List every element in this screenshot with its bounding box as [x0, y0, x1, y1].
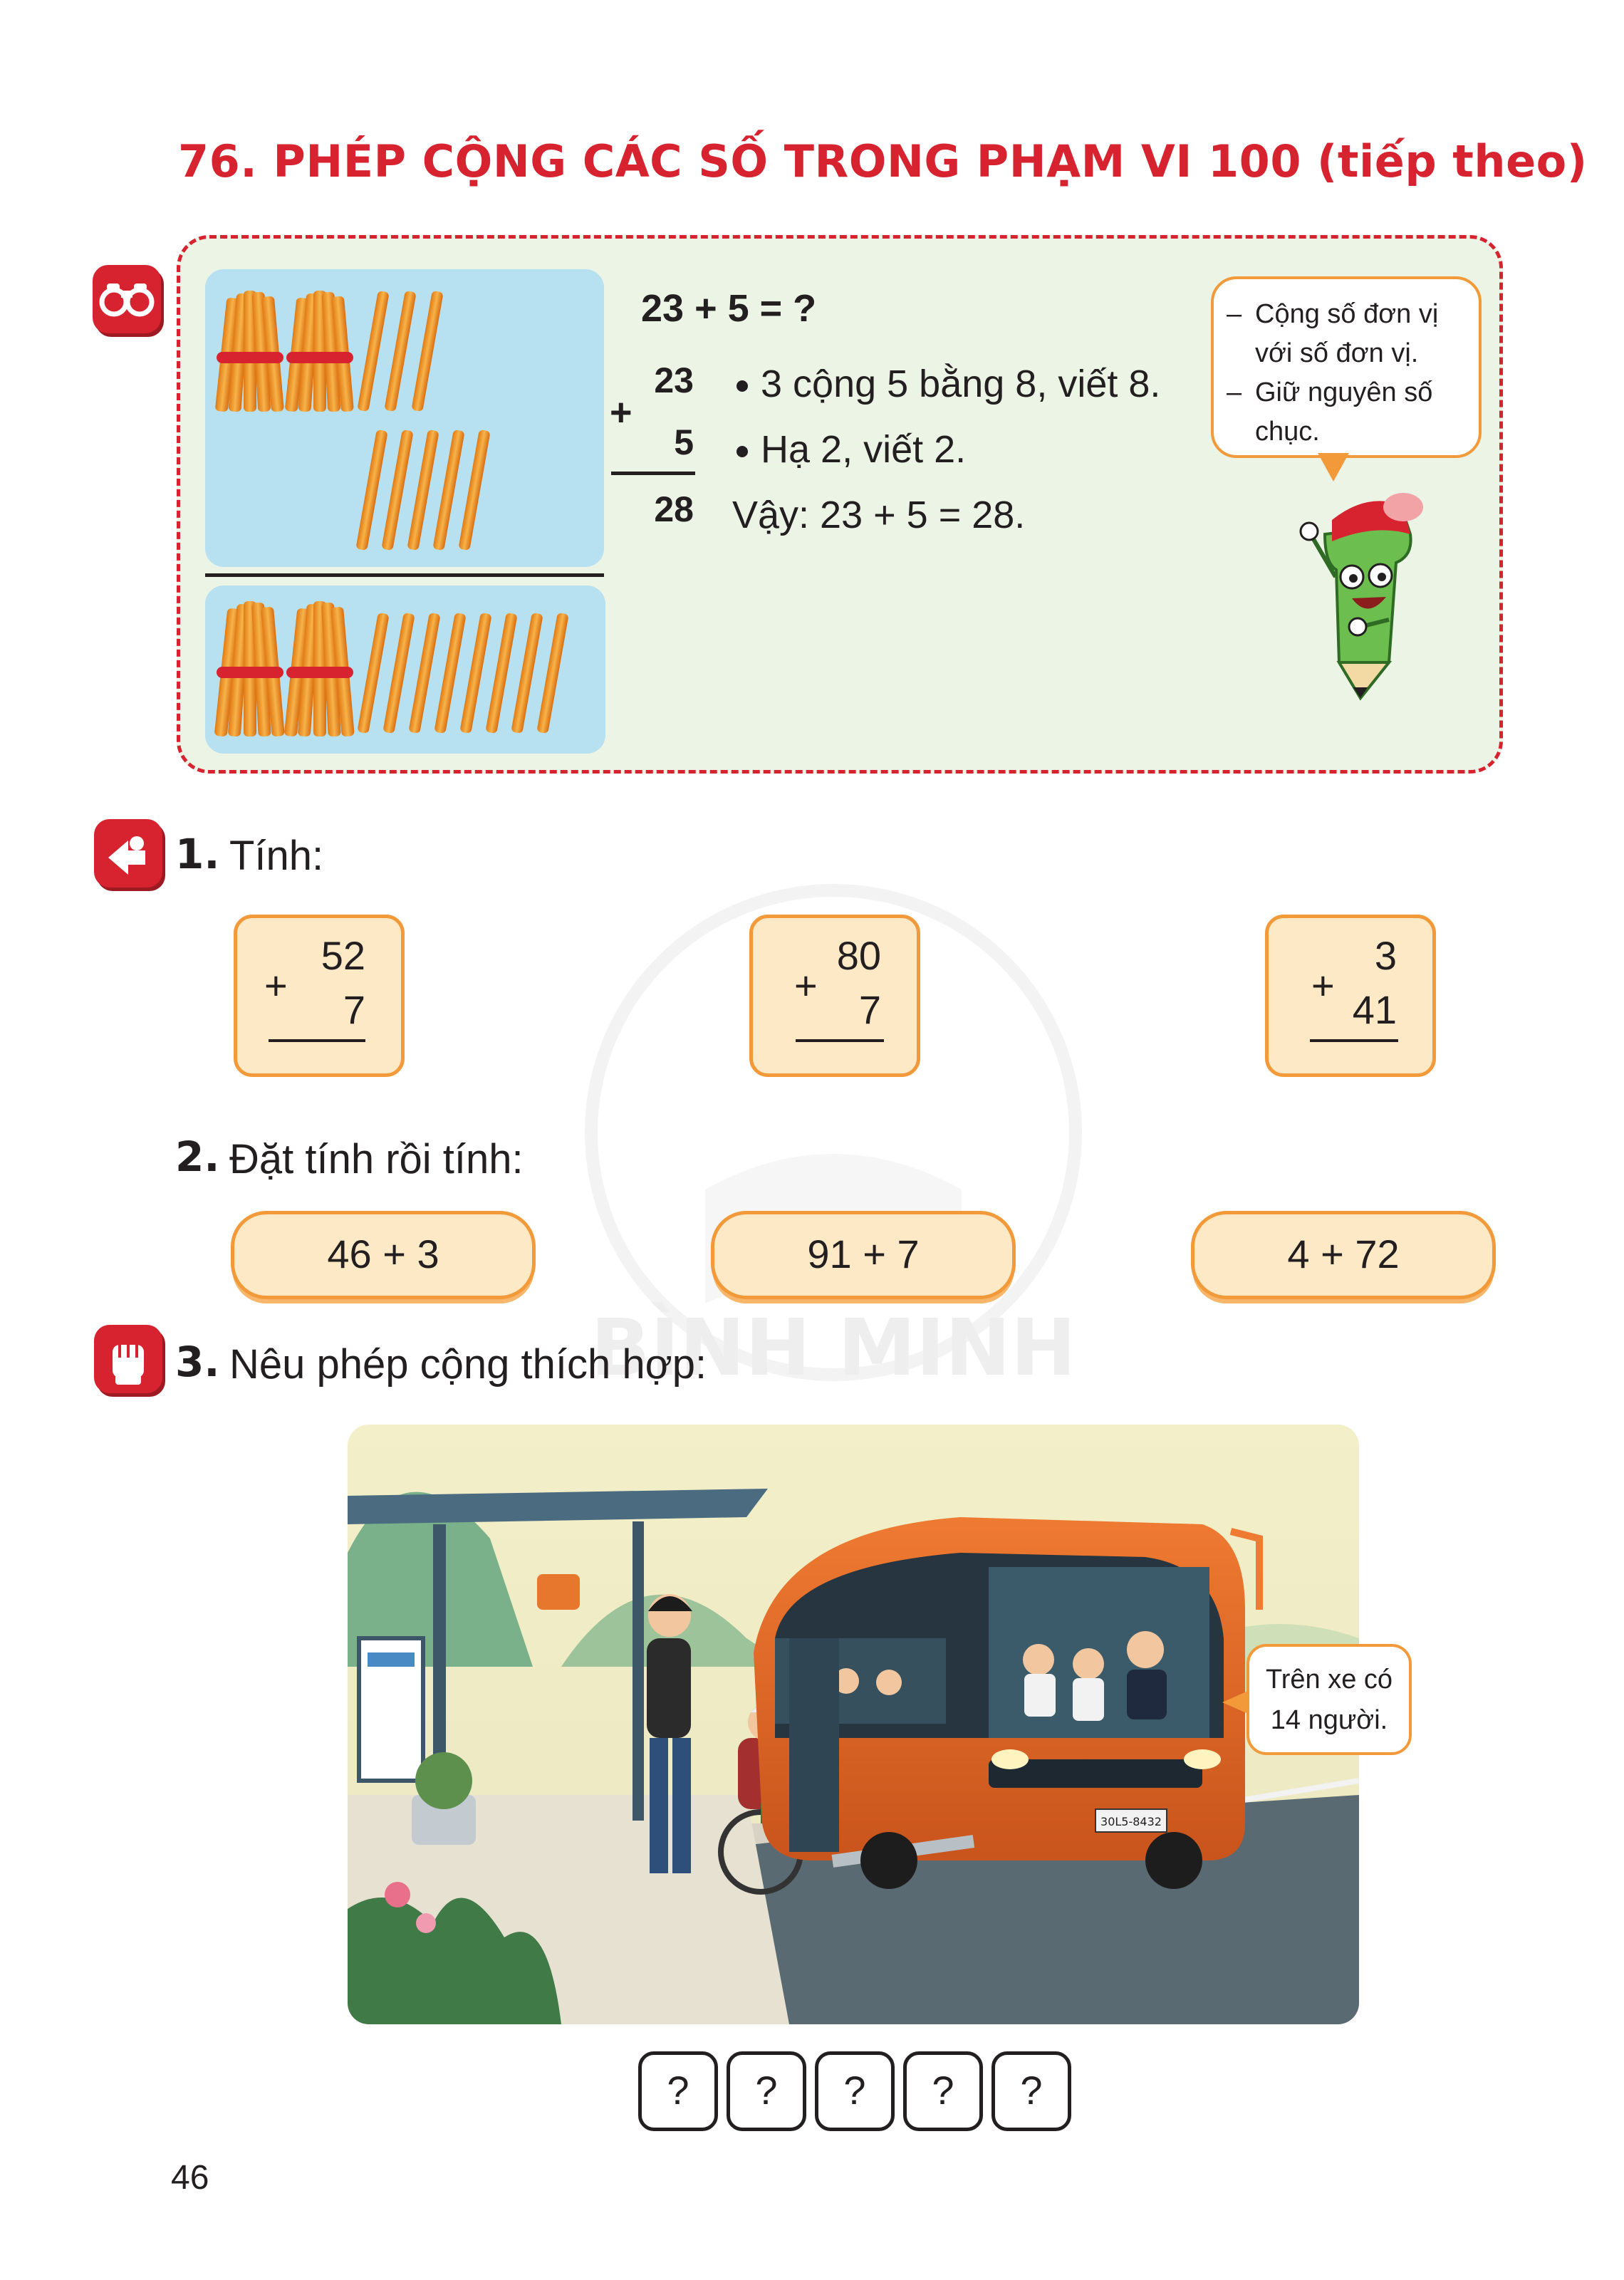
- column-plus: +: [610, 391, 633, 434]
- tip-1-text: Cộng số đơn vị với số đơn vị.: [1255, 299, 1439, 368]
- problem-2-line: [796, 1039, 884, 1042]
- problem-card-1: [234, 915, 405, 1077]
- problem-3-top: 3: [1374, 933, 1397, 978]
- sticks-panel-bottom: [205, 585, 605, 754]
- problem-3-bottom: 41: [1352, 987, 1397, 1032]
- exercise-2-label: Đặt tính rồi tính:: [229, 1136, 524, 1182]
- bus-speech-bubble: Trên xe có 14 người.: [1246, 1644, 1412, 1755]
- step-1-text: 3 cộng 5 bằng 8, viết 8.: [761, 363, 1161, 405]
- exercise-1-number: 1.: [175, 830, 220, 878]
- problem-3-line: [1310, 1039, 1398, 1042]
- exercise-2-number: 2.: [175, 1133, 220, 1181]
- problem-1-op: +: [264, 963, 288, 1008]
- tip-bubble: – Cộng số đơn vị với số đơn vị. – Giữ nguyên số chục.: [1211, 276, 1482, 458]
- problem-card-2: [749, 915, 920, 1077]
- bus-bubble-tail: [1222, 1691, 1248, 1714]
- column-result: 28: [654, 489, 694, 529]
- panel-divider: [205, 573, 604, 577]
- problem-card-3: [1265, 915, 1436, 1077]
- expression-pill-3: 4 + 72: [1191, 1211, 1496, 1299]
- exercise-1-label: Tính:: [229, 833, 324, 879]
- bullet-dot-2: [736, 446, 748, 457]
- step-2-text: Hạ 2, viết 2.: [761, 428, 967, 471]
- binoculars-icon: [93, 265, 161, 333]
- column-line: [611, 472, 695, 475]
- expression-pill-1: 46 + 3: [231, 1211, 536, 1299]
- column-top: 23: [654, 360, 694, 400]
- tip-2-text: Giữ nguyên số chục.: [1255, 378, 1433, 447]
- expression-pill-2: 91 + 7: [711, 1211, 1016, 1299]
- problem-2-op: +: [794, 963, 818, 1008]
- answer-box-5[interactable]: ?: [991, 2051, 1071, 2131]
- bullet-dot-1: [736, 380, 748, 392]
- conclusion-text: Vậy: 23 + 5 = 28.: [732, 494, 1026, 536]
- problem-1-bottom: 7: [343, 987, 365, 1032]
- problem-1-line: [269, 1039, 365, 1042]
- exercise-3-number: 3.: [175, 1338, 220, 1386]
- practice-icon: [94, 819, 162, 887]
- problem-2-top: 80: [836, 933, 881, 978]
- answer-box-2[interactable]: ?: [727, 2051, 806, 2131]
- column-bottom: 5: [674, 422, 694, 462]
- page-number: 46: [171, 2159, 209, 2197]
- sticks-panel-top: [205, 269, 604, 567]
- pencil-mascot: [1282, 484, 1453, 719]
- bus-stop-illustration: [348, 1425, 1359, 2024]
- bubble-tail: [1318, 453, 1349, 481]
- license-plate: 30L5-8432: [1100, 1815, 1162, 1828]
- problem-1-top: 52: [321, 933, 365, 978]
- problem-2-bottom: 7: [858, 987, 881, 1032]
- answer-box-4[interactable]: ?: [903, 2051, 983, 2131]
- page-title: 76. PHÉP CỘNG CÁC SỐ TRONG PHẠM VI 100 (tiếp theo): [178, 135, 1588, 187]
- fist-icon: [94, 1325, 162, 1393]
- answer-box-1[interactable]: ?: [638, 2051, 718, 2131]
- watermark-text: BÌNH MINH: [590, 1302, 1076, 1393]
- problem-3-op: +: [1311, 963, 1335, 1008]
- exercise-3-label: Nêu phép cộng thích hợp:: [229, 1341, 707, 1388]
- answer-box-3[interactable]: ?: [815, 2051, 895, 2131]
- equation-text: 23 + 5 = ?: [641, 287, 817, 330]
